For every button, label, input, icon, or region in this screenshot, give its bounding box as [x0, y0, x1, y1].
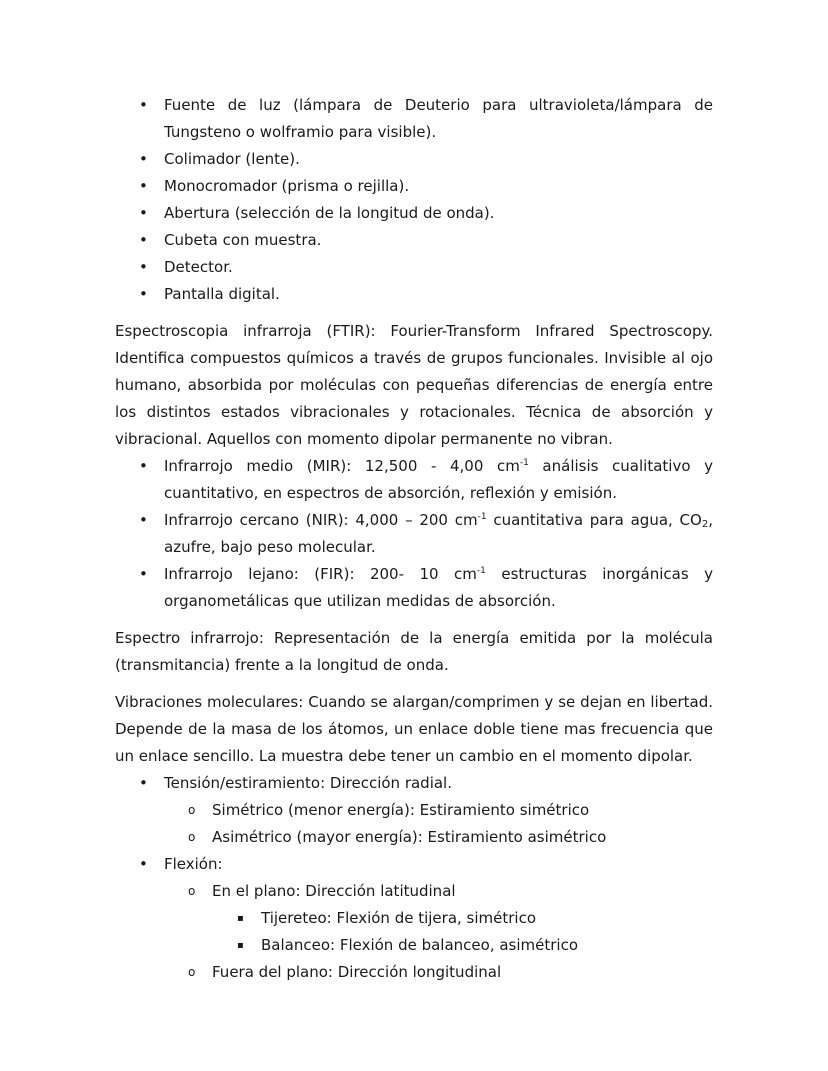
bullet-icon: • [139, 457, 148, 475]
bullet-icon: • [139, 774, 148, 792]
list-item: • Detector. [115, 254, 713, 281]
circle-bullet-icon: o [188, 965, 196, 979]
ftir-paragraph: Espectroscopia infrarroja (FTIR): Fourier-Transform Infrared Spectroscopy. Identifica compuestos químicos a través de grupos funcionales. Invisible al ojo humano, absorbida por moléculas con pequeñas diferencias de energía entre los distintos estados vibracionales y rotacionales. Técnica de absorción y vibracional. Aquellos con momento dipolar permanente no vibran. [115, 322, 713, 448]
square-bullet-icon: ▪ [237, 913, 244, 924]
bullet-icon: • [139, 177, 148, 195]
vibraciones-paragraph: Vibraciones moleculares: Cuando se alargan/comprimen y se dejan en libertad. Depende de la masa de los átomos, un enlace doble tiene mas frecuencia que un enlace sencillo. La muestra debe tener un cambio en el momento dipolar. [115, 693, 713, 765]
list-item: • Colimador (lente). [115, 146, 713, 173]
list-item-flexion: • Flexión: [115, 851, 713, 878]
circle-bullet-icon: o [188, 830, 196, 844]
list-item-balanceo: ▪ Balanceo: Flexión de balanceo, asimétrico [115, 932, 713, 959]
list-item-nir: • Infrarrojo cercano (NIR): 4,000 – 200 $cm^{-1}$ cuantitativa para agua, $CO_2$, azufre, bajo peso molecular. [115, 507, 713, 561]
bullet-icon: • [139, 565, 148, 583]
bullet-icon: • [139, 231, 148, 249]
list-item-asimetrico: o Asimétrico (mayor energía): Estiramiento asimétrico [115, 824, 713, 851]
list-item-tension: • Tensión/estiramiento: Dirección radial. [115, 770, 713, 797]
list-item-tijereteo: ▪ Tijereteo: Flexión de tijera, simétrico [115, 905, 713, 932]
list-item: • Abertura (selección de la longitud de onda). [115, 200, 713, 227]
list-item-fuera-plano: o Fuera del plano: Dirección longitudinal [115, 959, 713, 986]
circle-bullet-icon: o [188, 884, 196, 898]
bullet-icon: • [139, 285, 148, 303]
bullet-icon: • [139, 258, 148, 276]
list-item-fir: • Infrarrojo lejano: (FIR): 200- 10 $cm^{-1}$ estructuras inorgánicas y organometálicas que utilizan medidas de absorción. [115, 561, 713, 615]
espectro-paragraph: Espectro infrarrojo: Representación de la energía emitida por la molécula (transmitancia) frente a la longitud de onda. [115, 629, 713, 674]
ftir-ranges-list [115, 453, 713, 615]
bullet-icon: • [139, 855, 148, 873]
bullet-icon: • [139, 204, 148, 222]
bullet-icon: • [139, 96, 148, 114]
bullet-icon: • [139, 511, 148, 529]
square-bullet-icon: ▪ [237, 940, 244, 951]
list-item: • Fuente de luz (lámpara de Deuterio para ultravioleta/lámpara de Tungsteno o wolframio para visible). [115, 92, 713, 146]
list-item: • Cubeta con muestra. [115, 227, 713, 254]
instrument-components-list [115, 92, 713, 308]
list-item-en-plano: o En el plano: Dirección latitudinal [115, 878, 713, 905]
document-page [115, 92, 713, 986]
list-item: • Monocromador (prisma o rejilla). [115, 173, 713, 200]
vibraciones-list [115, 770, 713, 986]
circle-bullet-icon: o [188, 803, 196, 817]
bullet-icon: • [139, 150, 148, 168]
list-item: • Pantalla digital. [115, 281, 713, 308]
list-item-mir: • Infrarrojo medio (MIR): 12,500 - 4,00 $cm^{-1}$ análisis cualitativo y cuantitativo, en espectros de absorción, reflexión y emisión. [115, 453, 713, 507]
list-item-simetrico: o Simétrico (menor energía): Estiramiento simétrico [115, 797, 713, 824]
